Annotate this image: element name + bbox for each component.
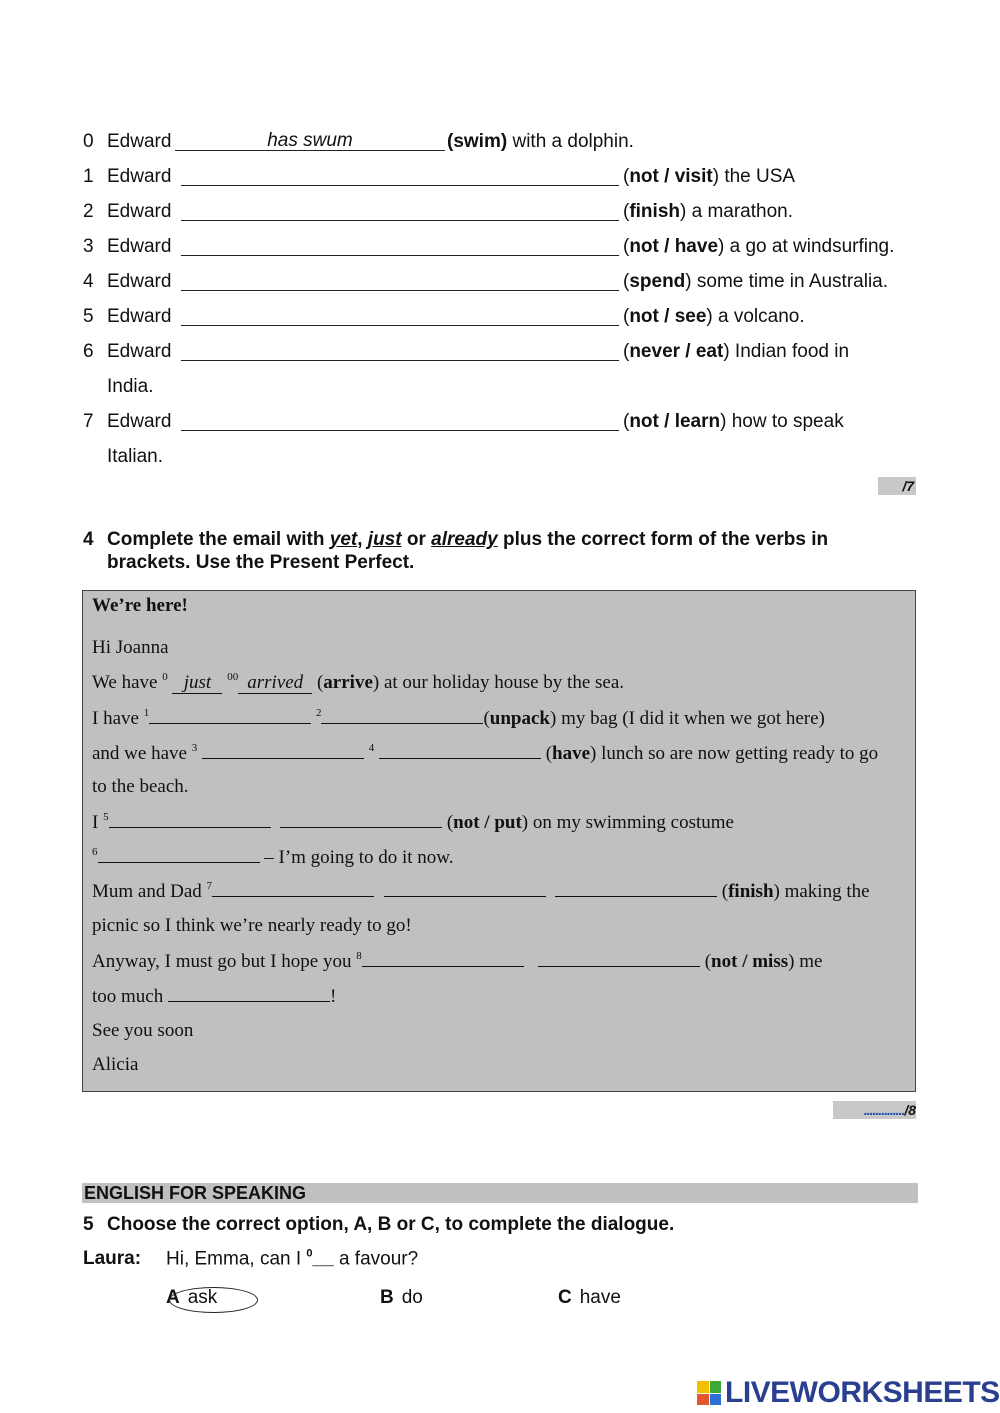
email-signoff: See you soon [92,1020,194,1041]
item-subject: Edward [107,271,172,292]
exercise-4-score: ............../8 [833,1101,916,1119]
example-verb: (swim) with a dolphin. [447,131,634,152]
blank-8c[interactable] [168,983,330,1002]
liveworksheets-logo [697,1377,1000,1409]
email-line-9: Anyway, I must go but I hope you $^8$ (not / miss) me [92,950,823,972]
email-line-4: to the beach. [92,776,189,797]
item-subject: Edward [107,341,172,362]
item-subject: Edward [107,306,172,327]
answer-blank[interactable] [181,233,619,256]
blank-5b[interactable] [280,809,442,828]
answer-blank[interactable] [181,268,619,291]
item-number: 4 [83,271,94,292]
blank-8a[interactable] [362,948,524,967]
email-line-1: We have $^0$ just $^{00}$ arrived (arrive) at our holiday house by the sea. [92,671,625,693]
exercise-number: 4 [83,529,94,550]
blank-4[interactable] [379,740,541,759]
item-verb: (not / learn) how to speak [623,411,844,432]
continuation-text: India. [107,376,154,397]
item-number: 7 [83,411,94,432]
email-line-8: picnic so I think we’re nearly ready to go! [92,915,412,936]
blank-7c[interactable] [555,878,717,897]
email-signature: Alicia [92,1054,139,1075]
item-verb: (finish) a marathon. [623,201,793,222]
option-c[interactable]: C have [558,1287,621,1308]
item-number: 2 [83,201,94,222]
blank-1[interactable] [149,705,311,724]
item-number: 1 [83,166,94,187]
speaker-name: Laura: [83,1248,142,1269]
email-line-7: Mum and Dad $^7$ (finish) making the [92,880,870,902]
example-answer: has swum [175,128,445,151]
item-subject: Edward [107,166,172,187]
keyword-yet: yet [329,529,358,550]
logo-mark-icon [697,1381,721,1405]
blank-7a[interactable] [212,878,374,897]
blank-8b[interactable] [538,948,700,967]
item-number: 0 [83,131,94,152]
instruction-text: Complete the email with yet, just or already plus the correct form of the verbs in brackets. Use the Present Perfect. [107,529,829,573]
item-verb: (not / visit) the USA [623,166,796,187]
keyword-already: already [431,529,498,550]
email-box [82,590,916,1092]
item-subject: Edward [107,236,172,257]
email-line-5: I $^5$ (not / put) on my swimming costume [92,811,734,833]
item-verb: (spend) some time in Australia. [623,271,889,292]
blank-7b[interactable] [384,878,546,897]
logo-text: LIVEWORKSHEETS [725,1376,1000,1409]
item-number: 3 [83,236,94,257]
email-line-10: too much ! [92,983,336,1010]
answer-0: just [172,673,222,694]
answer-00: arrived [238,673,312,694]
email-line-2: I have $^1$ $^2$ (unpack) my bag (I did it when we got here) [92,707,825,729]
email-line-3: and we have $^3$ $^4$ (have) lunch so are now getting ready to go [92,742,879,764]
item-subject: Edward [107,131,172,152]
item-subject: Edward [107,411,172,432]
blank-2[interactable] [321,705,483,724]
answer-blank[interactable] [181,198,619,221]
exercise-5-instruction [83,1214,675,1236]
blank-6[interactable] [98,844,260,863]
section-header: ENGLISH FOR SPEAKING [82,1183,918,1203]
instruction-text: Choose the correct option, A, B or C, to complete the dialogue. [107,1214,675,1235]
dialogue-text: Hi, Emma, can I $^0$__ a favour? [166,1248,419,1270]
blank-3[interactable] [202,740,364,759]
keyword-just: just [367,529,402,550]
blank-5a[interactable] [109,809,271,828]
item-verb: (not / see) a volcano. [623,306,805,327]
continuation-text: Italian. [107,446,163,467]
email-subject: We’re here! [92,595,188,616]
item-verb: (never / eat) Indian food in [623,341,850,362]
exercise-number: 5 [83,1214,94,1235]
option-b[interactable]: B do [380,1287,423,1308]
selected-option-circle [169,1287,258,1313]
email-greeting: Hi Joanna [92,637,169,658]
answer-blank[interactable] [181,303,619,326]
item-number: 6 [83,341,94,362]
answer-blank[interactable] [181,408,619,431]
item-verb: (not / have) a go at windsurfing. [623,236,895,257]
option-a[interactable]: A ask [166,1287,218,1308]
answer-blank[interactable] [181,163,619,186]
answer-blank[interactable] [181,338,619,361]
exercise-3-score: /7 [878,477,916,495]
item-number: 5 [83,306,94,327]
email-line-6: $^6$ – I’m going to do it now. [92,846,454,868]
item-subject: Edward [107,201,172,222]
